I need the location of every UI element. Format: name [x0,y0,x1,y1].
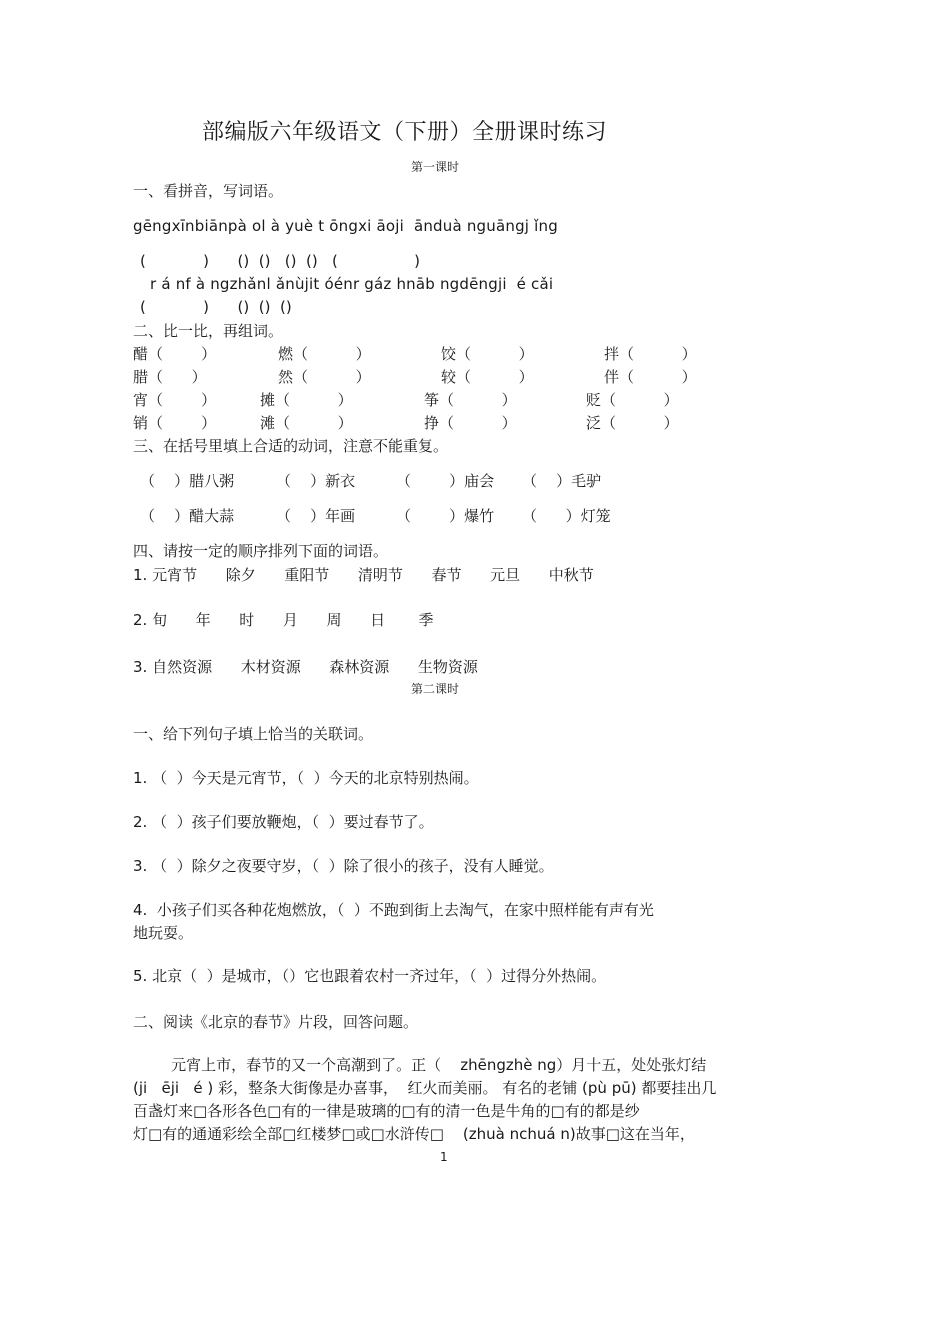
sentence: 3. （ ）除夕之夜要守岁，（ ）除了很小的孩子，没有人睡觉。 [133,857,554,875]
compare-cell: 宵（ ） [133,391,217,409]
verb-blank: （ ）腊八粥 [140,472,235,490]
l2-q2-label: 二、阅读《北京的春节》片段，回答问题。 [133,1013,419,1031]
q1-label: 一、看拼音，写词语。 [133,182,284,200]
compare-cell: 伴（ ） [604,368,697,386]
verb-blank: （ ）灯笼 [522,507,611,525]
passage-line: (ji ēji é ) 彩，整条大街像是办喜事， 红火而美丽。 有名的老铺 (pù pū) 都要挂出几 [133,1079,717,1097]
verb-blank: （ ）醋大蒜 [140,507,235,525]
lesson1-heading: 第一课时 [411,160,460,174]
pinyin-line-1: gēngxīnbiānpà ol à yuè t ōngxi āoji ānduà nguāngj ǐng [133,217,558,235]
compare-cell: 较（ ） [441,368,534,386]
compare-cell: 摊（ ） [260,391,353,409]
passage-line: 元宵上市，春节的又一个高潮到了。正（ zhēngzhè ng）月十五，处处张灯结 [133,1056,707,1074]
sentence: 5. 北京（ ）是城市，（）它也跟着农村一齐过年，（ ）过得分外热闹。 [133,967,607,985]
compare-cell: 挣（ ） [424,414,517,432]
sentence: 2. （ ）孩子们要放鞭炮，（ ）要过春节了。 [133,813,434,831]
verb-blank: （ ）爆竹 [396,507,495,525]
verb-blank: （ ）毛驴 [522,472,602,490]
passage-line: 灯□有的通通彩绘全部□红楼梦□或□水浒传□ (zhuà nchuá n)故事□这在当年， [133,1125,695,1143]
ordering-item: 3. 自然资源 木材资源 森林资源 生物资源 [133,658,478,676]
verb-blank: （ ）年画 [276,507,356,525]
compare-cell: 饺（ ） [441,345,534,363]
ordering-item: 1. 元宵节 除夕 重阳节 清明节 春节 元旦 中秋节 [133,566,594,584]
ordering-item: 2. 旬 年 时 月 周 日 季 [133,611,434,629]
compare-cell: 滩（ ） [260,414,353,432]
compare-cell: 泛（ ） [586,414,679,432]
document-title: 部编版六年级语文（下册）全册课时练习 [202,120,608,145]
compare-cell: 燃（ ） [278,345,371,363]
compare-cell: 然（ ） [278,368,371,386]
verb-blank: （ ）庙会 [396,472,495,490]
q4-label: 四、请按一定的顺序排列下面的词语。 [133,542,389,560]
pinyin-line-2: r á nf à ngzhǎnl ǎnùjit óénr gáz hnāb ngdēngji é cǎi [150,275,554,293]
answer-brackets-2: ( ) () () () [140,298,292,316]
compare-cell: 腊（ ） [133,368,207,386]
sentence: 4. 小孩子们买各种花炮燃放，（ ）不跑到街上去淘气，在家中照样能有声有光 [133,901,654,919]
compare-cell: 醋（ ） [133,345,217,363]
compare-cell: 筝（ ） [424,391,517,409]
compare-cell: 销（ ） [133,414,217,432]
verb-blank: （ ）新衣 [276,472,356,490]
lesson2-heading: 第二课时 [411,682,460,696]
sentence: 1. （ ）今天是元宵节，（ ）今天的北京特别热闹。 [133,769,479,787]
passage-line: 百盏灯来□各形各色□有的一律是玻璃的□有的清一色是牛角的□有的都是纱 [133,1102,640,1120]
q2-label: 二、比一比，再组词。 [133,322,284,340]
answer-brackets-1: ( ) () () () () ( ) [140,252,421,270]
q3-label: 三、在括号里填上合适的动词，注意不能重复。 [133,437,449,455]
compare-cell: 贬（ ） [586,391,679,409]
page-number: 1 [440,1150,448,1164]
sentence-continuation: 地玩耍。 [133,924,194,942]
compare-cell: 拌（ ） [604,345,697,363]
l2-q1-label: 一、给下列句子填上恰当的关联词。 [133,725,374,743]
